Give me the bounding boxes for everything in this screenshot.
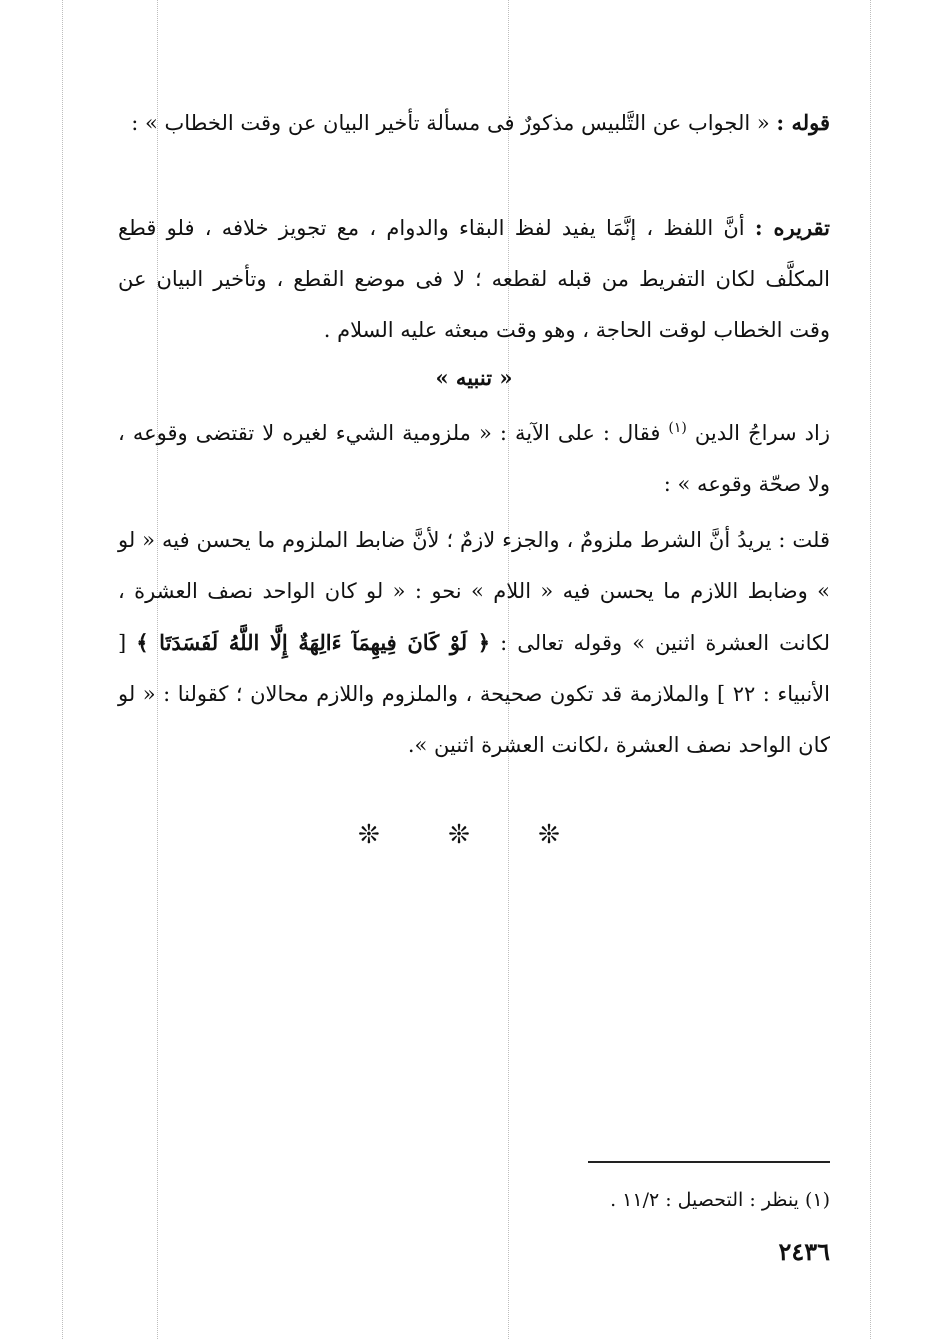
paragraph-text: أنَّ اللفظ ، إنَّمَا يفيد لفظ البقاء والدوام ، مع تجويز خلافه ، فلو قطع المكلَّف لكان التفريط من قبله لقطعه ؛ لا فى موضع القطع ، وتأخير البيان عن وقت الخطاب لوقت الحاجة ، وهو وقت مبعثه عليه السلام . — [118, 216, 830, 342]
footnote: (١) ينظر : التحصيل : ١١/٢ . — [610, 1189, 830, 1211]
paragraph-explanation — [118, 202, 830, 356]
footnote-reference: (١) — [668, 420, 687, 436]
paragraph-text: زاد سراجُ الدين — [686, 421, 830, 445]
paragraph-lead: تقريره : — [754, 215, 831, 240]
section-heading: « تنبيه » — [435, 365, 513, 390]
page-number: ٢٤٣٦ — [778, 1237, 830, 1266]
paragraph-quote — [118, 97, 830, 149]
paragraph-text: « الجواب عن التَّلبيس مذكورٌ فى مسألة تأخير البيان عن وقت الخطاب » : — [131, 111, 777, 135]
scan-guide-line — [870, 0, 871, 1339]
paragraph-text: [ الأنبياء : ٢٢ ] والملازمة قد تكون صحيحة ، والملزوم واللازم محالان ؛ كقولنا : « لو كان الواحد نصف العشرة ،لكانت العشرة اثنين ». — [118, 631, 830, 757]
quran-verse: ﴿ لَوْ كَانَ فِيهِمَآ ءَالِهَةٌ إِلَّا اللَّهُ لَفَسَدَتَا ﴾ — [136, 630, 491, 655]
footnote-divider — [588, 1161, 830, 1163]
paragraph-commentary — [118, 515, 830, 771]
scan-guide-line — [62, 0, 63, 1339]
paragraph-text: فقال : على الآية : « ملزومية الشيء لغيره لا تقتضى وقوعه ، ولا صحّة وقوعه » : — [118, 421, 830, 496]
paragraph-note — [118, 408, 830, 510]
paragraph-text: قلت : يريدُ أنَّ الشرط ملزومٌ ، والجزء لازمٌ ؛ لأنَّ ضابط الملزوم ما يحسن فيه « لو » وضابط اللازم ما يحسن فيه « اللام » نحو : « لو كان الواحد نصف العشرة ، لكانت العشرة اثنين » وقوله تعالى : — [118, 528, 830, 655]
section-separator: ❊ ❊ ❊ — [358, 820, 590, 850]
paragraph-lead: قوله : — [776, 110, 830, 135]
